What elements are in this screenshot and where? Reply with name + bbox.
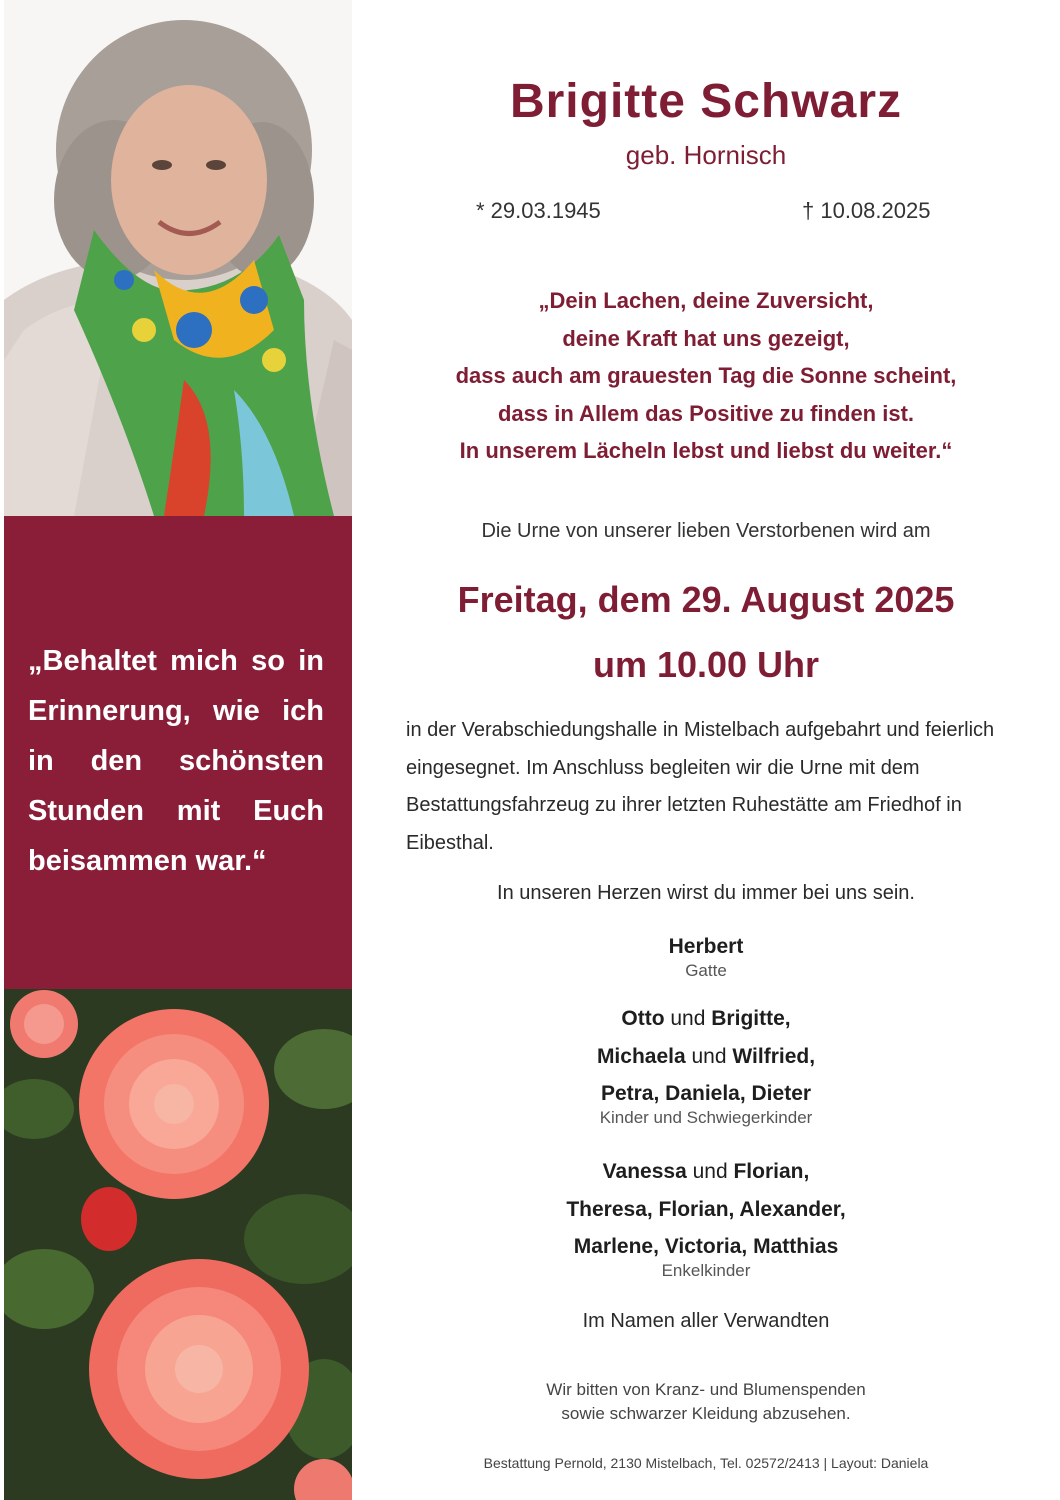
poem-line: dass auch am grauesten Tag die Sonne scheint, bbox=[455, 363, 957, 388]
poem bbox=[352, 282, 1060, 470]
poem-line: „Dein Lachen, deine Zuversicht, bbox=[538, 288, 874, 313]
side-quote-panel bbox=[4, 516, 352, 989]
mourner-first: Michaela bbox=[596, 1044, 686, 1068]
birth-date: * 29.03.1945 bbox=[476, 198, 601, 223]
poem-line: deine Kraft hat uns gezeigt, bbox=[562, 325, 850, 351]
ceremony-details: in der Verabschiedungshalle in Mistelbach aufgebahrt und feierlich eingesegnet. Im Anschluss begleiten wir die Urne mit dem Bestattungsfahrzeug zu ihrer letzten Ruhestätte am Friedhof in Eibesthal. bbox=[406, 719, 995, 854]
mourner-conjunction: und bbox=[670, 1007, 706, 1030]
mourner-role: Enkelkinder bbox=[661, 1260, 751, 1280]
death-date: † 10.08.2025 bbox=[802, 198, 931, 223]
mourner-conjunction: und bbox=[691, 1044, 727, 1068]
mourner-group-spouse bbox=[352, 928, 1060, 982]
ceremony-date: Freitag, dem 29. August 2025 bbox=[457, 579, 955, 620]
ceremony-time: um 10.00 Uhr bbox=[592, 644, 820, 685]
ceremony-intro: Die Urne von unserer lieben Verstorbenen wird am bbox=[481, 520, 931, 542]
mourner-first: Vanessa bbox=[602, 1160, 687, 1183]
footer-credit: Bestattung Pernold, 2130 Mistelbach, Tel. 02572/2413 | Layout: Daniela bbox=[483, 1455, 929, 1471]
closing-line: In unseren Herzen wirst du immer bei uns sein. bbox=[497, 882, 915, 904]
deceased-name: Brigitte Schwarz bbox=[509, 75, 903, 128]
portrait-illustration bbox=[4, 0, 352, 516]
mourner-name bbox=[352, 1000, 1060, 1038]
request-line: sowie schwarzer Kleidung abzusehen. bbox=[561, 1404, 851, 1423]
donation-request bbox=[352, 1378, 1060, 1426]
mourner-second: Florian, bbox=[733, 1160, 810, 1183]
roses-illustration bbox=[4, 989, 352, 1500]
mourner-group-children bbox=[352, 1000, 1060, 1129]
mourner-role: Kinder und Schwiegerkinder bbox=[599, 1107, 813, 1127]
portrait-photo bbox=[4, 0, 352, 516]
side-quote: „Behaltet mich so in Erinnerung, wie ich in den schönsten Stunden mit Euch beisammen war.“ bbox=[28, 645, 324, 877]
mourner-first: Otto bbox=[621, 1007, 665, 1030]
request-line: Wir bitten von Kranz- und Blumenspenden bbox=[546, 1380, 866, 1399]
mourner-name bbox=[352, 1153, 1060, 1191]
right-column bbox=[352, 0, 1060, 1500]
mourner-name: Marlene, Victoria, Matthias bbox=[573, 1235, 839, 1258]
roses-photo bbox=[4, 989, 352, 1500]
left-column bbox=[0, 0, 352, 1500]
mourner-conjunction: und bbox=[692, 1160, 728, 1183]
relatives-line: Im Namen aller Verwandten bbox=[582, 1310, 830, 1332]
mourner-group-grandchildren bbox=[352, 1153, 1060, 1282]
maiden-name: geb. Hornisch bbox=[625, 140, 787, 170]
mourner-name: Petra, Daniela, Dieter bbox=[600, 1082, 812, 1105]
mourner-second: Wilfried, bbox=[732, 1044, 816, 1068]
poem-line: dass in Allem das Positive zu finden ist. bbox=[497, 400, 915, 426]
mourner-second: Brigitte, bbox=[711, 1007, 791, 1030]
mourner-name: Theresa, Florian, Alexander, bbox=[566, 1197, 846, 1221]
poem-line: In unserem Lächeln lebst und liebst du weiter.“ bbox=[459, 438, 953, 463]
mourner-role: Gatte bbox=[685, 960, 727, 980]
mourner-name bbox=[352, 1038, 1060, 1076]
mourner-name: Herbert bbox=[668, 935, 744, 958]
